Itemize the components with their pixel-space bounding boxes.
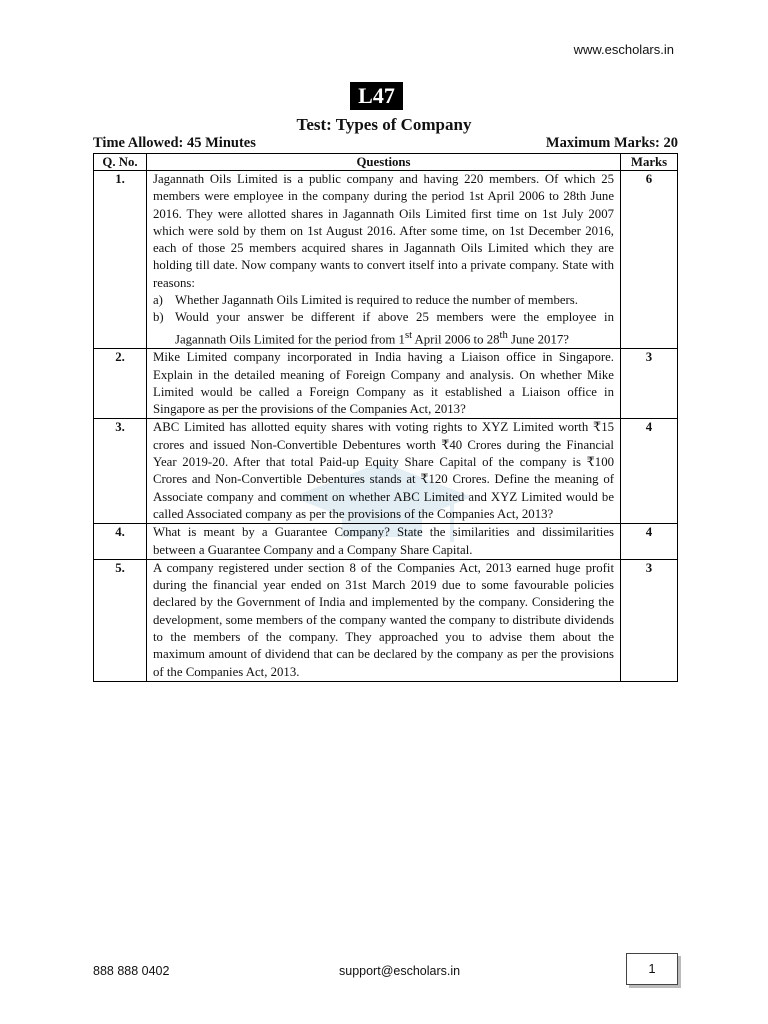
sub-text-b-part: April 2006 to 28 bbox=[412, 331, 500, 346]
test-code-badge: L47 bbox=[350, 82, 403, 110]
header-qno: Q. No. bbox=[94, 154, 147, 171]
footer-phone: 888 888 0402 bbox=[93, 964, 170, 978]
table-header-row bbox=[94, 154, 678, 171]
question-number: 1. bbox=[94, 171, 147, 349]
maximum-marks: Maximum Marks: 20 bbox=[545, 135, 678, 151]
header-marks: Marks bbox=[621, 154, 678, 171]
question-number: 2. bbox=[94, 349, 147, 419]
question-text: What is meant by a Guarantee Company? State the similarities and dissimilarities between a Guarantee Company and a Company Share Capital. bbox=[147, 524, 621, 560]
table-row bbox=[94, 524, 678, 560]
question-marks: 4 bbox=[621, 419, 678, 524]
question-number: 3. bbox=[94, 419, 147, 524]
sub-text-b-part: Would your answer be different if above 25 members were the employee in Jagannath Oils Limited for the period from 1 bbox=[175, 310, 614, 346]
question-marks: 4 bbox=[621, 524, 678, 560]
header-questions: Questions bbox=[147, 154, 621, 171]
table-row bbox=[94, 349, 678, 419]
footer-email: support@escholars.in bbox=[339, 964, 461, 978]
question-text: A company registered under section 8 of the Companies Act, 2013 earned huge profit during the financial year ended on 31st March 2019 due to some favourable policies declared by the Government of India and implemented by the company. Considering the development, some members of the company wanted the company to distribute dividends to the members of the company. They approached you to advise them about the maximum amount of dividend that can be declared by the company as per the provisions of the Companies Act, 2013. bbox=[147, 559, 621, 681]
sub-label-b: b) bbox=[153, 310, 164, 325]
question-marks: 3 bbox=[621, 559, 678, 681]
test-meta bbox=[93, 135, 678, 152]
question-text: ABC Limited has allotted equity shares with voting rights to XYZ Limited worth ₹15 crores and issued Non-Convertible Debentures worth ₹40 Crores during the Financial Year 2019-20. After that total Paid-up Equity Share Capital of the company is ₹100 Crores and Non-Convertible Debentures stands at ₹120 Crores. Define the meaning of Associate company and comment on whether ABC Limited and XYZ Limited would be called Associated company as per the provisions of the Companies Act, 2013? bbox=[147, 419, 621, 524]
table-row bbox=[94, 171, 678, 349]
table-row bbox=[94, 419, 678, 524]
sub-text-b-part: June 2017? bbox=[507, 331, 569, 346]
sub-label-a: a) bbox=[153, 293, 163, 308]
questions-table bbox=[93, 153, 678, 682]
test-title: Test: Types of Company bbox=[296, 115, 472, 134]
superscript: th bbox=[499, 329, 508, 341]
question-text: Mike Limited company incorporated in India having a Liaison office in Singapore. Explain in the detailed meaning of Foreign Company and analysis. On whether Mike Limited would be called a Foreign Company as it established a Liaison office in Singapore as per the provisions of the Companies Act, 2013? bbox=[147, 349, 621, 419]
time-allowed: Time Allowed: 45 Minutes bbox=[93, 135, 256, 151]
question-number: 5. bbox=[94, 559, 147, 681]
question-marks: 6 bbox=[621, 171, 678, 349]
question-text-cell bbox=[147, 171, 621, 349]
question-marks: 3 bbox=[621, 349, 678, 419]
sub-text-a: Whether Jagannath Oils Limited is required to reduce the number of members. bbox=[175, 293, 578, 308]
sub-question-a bbox=[153, 292, 614, 309]
sub-question-b bbox=[153, 309, 614, 348]
question-text: Jagannath Oils Limited is a public company and having 220 members. Of which 25 members were employee in the company during the period 1st April 2006 to 28th June 2016. They were allotted shares in Jagannath Oils Limited first time on 1st July 2007 which were sold by them on 1st August 2016. After some time, on 1st December 2016, each of those 25 members acquired shares in Jagannath Oils Limited which they are holding till date. Now company wants to convert itself into a private company. State with reasons: bbox=[153, 172, 614, 290]
sub-text-b bbox=[175, 309, 614, 348]
question-number: 4. bbox=[94, 524, 147, 560]
website-url: www.escholars.in bbox=[573, 42, 674, 57]
superscript: st bbox=[404, 329, 413, 341]
table-row bbox=[94, 559, 678, 681]
page-number: 1 bbox=[626, 953, 678, 985]
